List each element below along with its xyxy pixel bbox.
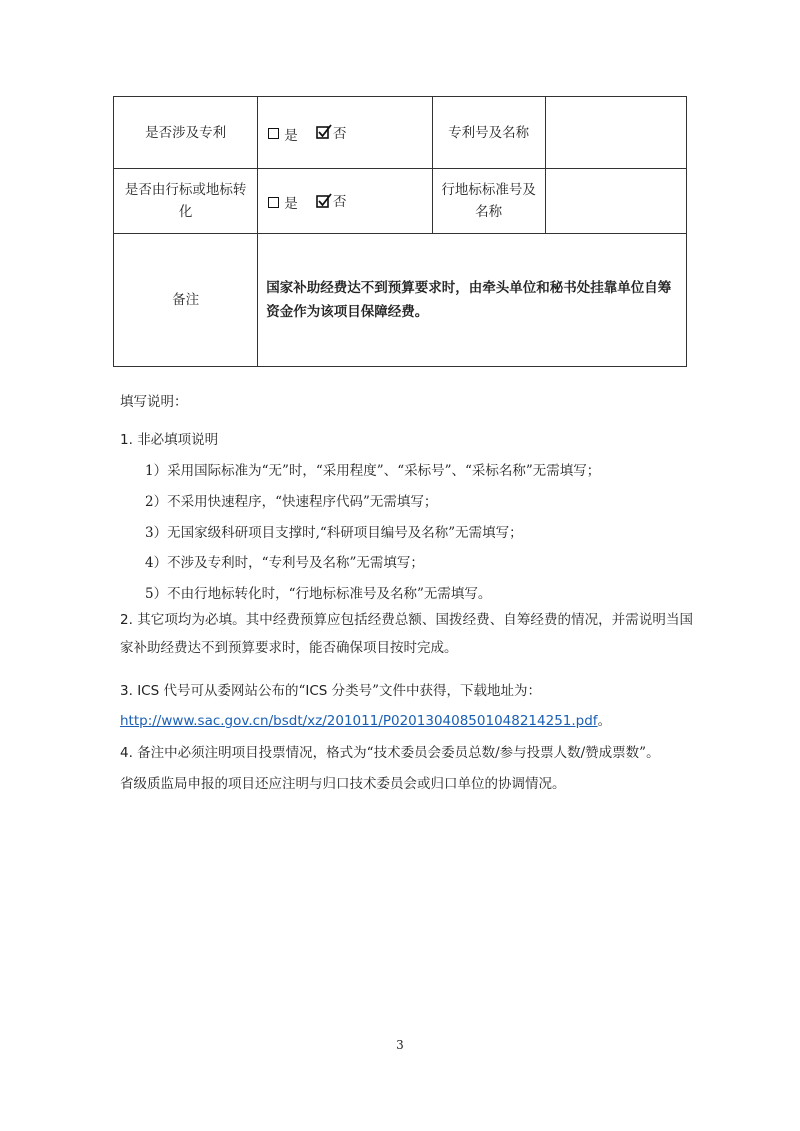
patent-yes-option[interactable]	[266, 124, 298, 144]
note-3-number: 3.	[120, 683, 133, 699]
checked-box-icon[interactable]	[316, 124, 332, 139]
unchecked-box-icon[interactable]	[268, 128, 279, 139]
note-3-text-end: 分类号”文件中获得，下载地址为：	[331, 683, 542, 699]
conversion-no-option[interactable]	[314, 190, 347, 210]
note-2-text: 其它项均为必填。其中经费预算应包括经费总额、国拨经费、自筹经费的情况，并需说明当国家补助经费达不到预算要求时，能否确保项目按时完成。	[120, 612, 694, 656]
conversion-yes-label: 是	[284, 196, 298, 212]
note-1-number: 1.	[120, 432, 133, 448]
standard-number-value[interactable]	[545, 169, 686, 234]
note-1	[120, 428, 218, 448]
project-form-table	[113, 96, 687, 367]
conversion-label: 是否由行标或地标转化	[114, 169, 258, 234]
patent-no-label: 否	[333, 125, 347, 142]
patent-no-option[interactable]	[314, 122, 347, 142]
conversion-no-label: 否	[333, 194, 347, 210]
patent-number-label: 专利号及名称	[432, 97, 545, 169]
remarks-text: 国家补助经费达不到预算要求时，由牵头单位和秘书处挂靠单位自筹资金作为该项目保障经费。	[258, 234, 687, 367]
remarks-label: 备注	[114, 234, 258, 367]
table-row-patent	[114, 97, 687, 169]
checked-box-icon[interactable]	[316, 193, 332, 208]
sub-note-4: 4）不涉及专利时，“专利号及名称”无需填写；	[145, 555, 424, 571]
note-2-number: 2.	[120, 612, 133, 628]
table-row-conversion	[114, 169, 687, 234]
note-1-title: 非必填项说明	[137, 432, 219, 448]
download-link[interactable]: http://www.sac.gov.cn/bsdt/xz/201011/P020130408501048214251.pdf	[120, 713, 598, 729]
note-4-continued: 省级质监局申报的项目还应注明与归口技术委员会或归口单位的协调情况。	[120, 776, 566, 792]
note-3-text: 代号可从委网站公布的“	[163, 683, 306, 699]
link-period: 。	[597, 713, 612, 729]
sub-note-1: 1）采用国际标准为“无”时，“采用程度”、“采标号”、“采标名称”无需填写；	[145, 463, 601, 479]
instructions-heading: 填写说明：	[120, 394, 188, 410]
patent-options	[258, 97, 432, 169]
table-row-remarks	[114, 234, 687, 367]
sub-note-3: 3）无国家级科研项目支撑时,“科研项目编号及名称”无需填写；	[145, 525, 523, 541]
patent-yes-label: 是	[284, 127, 298, 144]
unchecked-box-icon[interactable]	[268, 197, 279, 208]
sub-note-5: 5）不由行地标转化时，“行地标标准号及名称”无需填写。	[145, 586, 492, 602]
sub-note-2: 2）不采用快速程序，“快速程序代码”无需填写；	[145, 494, 438, 510]
patent-label: 是否涉及专利	[114, 97, 258, 169]
ics-text: ICS	[305, 683, 328, 699]
conversion-yes-option[interactable]	[266, 192, 298, 212]
note-3	[120, 679, 541, 699]
note-3-link-line	[120, 709, 611, 729]
ics-text: ICS	[137, 683, 160, 699]
note-4-number: 4.	[120, 745, 133, 761]
note-4	[120, 741, 660, 761]
standard-number-label: 行地标标准号及名称	[432, 169, 545, 234]
page-number: 3	[396, 1038, 404, 1052]
note-2	[120, 606, 693, 662]
note-4-text: 备注中必须注明项目投票情况，格式为“技术委员会委员总数/参与投票人数/赞成票数”。	[137, 745, 660, 761]
patent-number-value[interactable]	[545, 97, 686, 169]
conversion-options	[258, 169, 432, 234]
